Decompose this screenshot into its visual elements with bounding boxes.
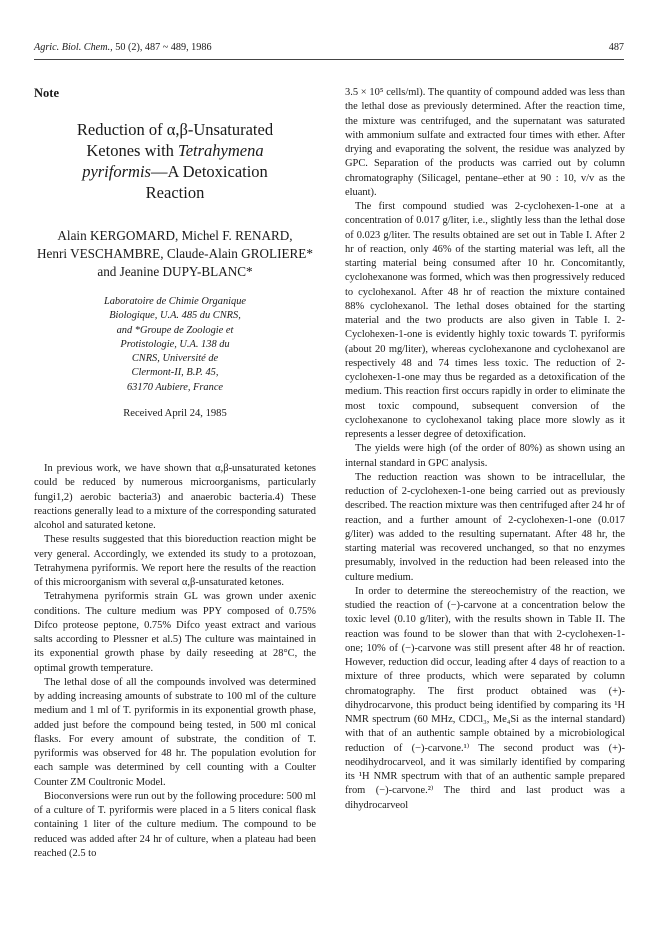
page-number: 487 <box>608 42 624 53</box>
affiliation-line: Biologique, U.A. 485 du CNRS, <box>109 310 241 322</box>
paragraph: In previous work, we have shown that α,β-unsaturated ketones could be reduced by numerous microorganisms, particularly fungi1,2) aerobic bacteria3) and anaerobic bacteria.4) These reactions generally lead to a mixture of the corresponding saturated alcohol and saturated ketone. <box>34 463 316 531</box>
affiliation-line: Clermont-II, B.P. 45, <box>131 367 219 379</box>
affiliation-line: Protistologie, U.A. 138 du <box>120 338 230 350</box>
right-column <box>345 86 625 813</box>
paragraph: The lethal dose of all the compounds involved was determined by adding increasing amounts of substrate to 100 ml of the culture medium and 1 ml of T. pyriformis in its exponential growth phase, added just before the compound being tested, in 500 ml conical flasks. For every amount of substrate, the condition of T. pyriformis was observed for 48 hr. The population evolution for each sample was determined by cell counting with a Coulter Counter ZM Coultronic Model. <box>34 676 316 788</box>
journal-citation <box>34 42 212 53</box>
article-title <box>44 119 306 203</box>
paragraph: These results suggested that this bioreduction reaction might be very general. Accordingly, we extended its study to a protozoan, Tetrahymena pyriformis. We report here the results of the reaction of this microorganism with several α,β-unsaturated ketones. <box>34 534 316 588</box>
title-line: Reaction <box>145 183 205 202</box>
paragraph: The yields were high (of the order of 80%) as shown using an internal standard in GPC analysis. <box>345 443 625 469</box>
affiliation-line: and *Groupe de Zoologie et <box>116 324 234 336</box>
author-list <box>34 227 316 281</box>
running-header <box>34 42 624 58</box>
left-column <box>34 86 316 859</box>
paragraph: Tetrahymena pyriformis strain GL was grown under axenic conditions. The culture medium was PPY composed of 0.75% Difco proteose peptone, 0.75% Difco yeast extract and various salts according to Plessner et al.5) The culture was maintained in its exponential growth phase by daily reseeding at 28°C, the optimal growth temperature. <box>34 591 316 674</box>
paragraph: 3.5 × 10⁵ cells/ml). The quantity of compound added was less than the lethal dose as previously determined. After the reaction time, the mixture was centrifuged, and the supernatant was saturated with ammonium sulfate and extracted four times with ether. After drying and evaporating the solvent, the residue was analyzed by GPC. Separation of the products was carried out by column chromatography (Silicagel, pentane–ether at 90 : 10, v/v as the eluant). <box>345 87 625 198</box>
paragraph: The reduction reaction was shown to be intracellular, the reduction of 2-cyclohexen-1-one being carried out as previously described. The reaction mixture was then centrifuged after 24 hr of reaction, and a further amount of 2-cyclohexen-1-one (0.017 g/liter) was added to the resulting supernatant. After 48 hr, the starting material was recovered unchanged, so that no enzymes presumably, involved in the reduction had been released into the culture medium. <box>345 471 625 583</box>
affiliation-line: 63170 Aubiere, France <box>126 381 224 393</box>
author-line: and Jeanine DUPY-BLANC* <box>97 264 253 279</box>
left-body-text <box>34 462 316 861</box>
affiliation-line: Laboratoire de Chimie Organique <box>103 296 247 307</box>
received-date: Received April 24, 1985 <box>123 408 227 420</box>
affiliation <box>34 295 316 395</box>
article-type-label: Note <box>34 86 59 100</box>
author-line: Alain KERGOMARD, Michel F. RENARD, <box>57 228 293 243</box>
paragraph: Bioconversions were run out by the following procedure: 500 ml of a culture of T. pyriformis were placed in a 5 liters conical flask containing 1 liter of the culture medium. The compound to be reduced was added after 24 hr of culture, when a plateau had been reached (2.5 to <box>34 790 316 859</box>
header-rule <box>34 59 624 60</box>
title-line: Reduction of α,β-Unsaturated <box>76 120 274 139</box>
title-line: pyriformis—A Detoxication <box>82 162 268 181</box>
affiliation-line: CNRS, Université de <box>131 353 219 365</box>
title-line: Ketones with Tetrahymena <box>86 141 264 160</box>
paragraph: The first compound studied was 2-cyclohexen-1-one at a concentration of 0.017 g/liter, i.e., slightly less than the lethal dose of 0.023 g/liter. The results obtained are set out in Table I. After 2 hr of reaction, only 46% of the starting material was left, all the starting material being consumed after 10 hr. Concomitantly, cyclohexanone was formed, which was then progressively reduced to cyclohexanol. After 48 hr of reaction the mixture contained 88% cyclohexanol. The lethal doses obtained for the starting material and the two products are also given in Table I. 2-Cyclohexen-1-one is evidently highly toxic towards T. pyriformis (about 20 mg/liter), whereas cyclohexanone and cyclohexanol are respectively 48 and 74 times less toxic. The reduction of 2-cyclohexen-1-one may thus be regarded as a detoxification of the medium. This reaction first occurs rapidly in order to eliminate the most toxic compound, subsequent conversion of the cyclohexanone to cyclohexanol taking place more slowly as it represents a lesser degree of detoxification. <box>345 201 625 440</box>
volume-issue-pages: 50 (2), 487 ~ 489, 1986 <box>115 42 212 53</box>
journal-name: Agric. Biol. Chem., <box>34 42 113 53</box>
paragraph: In order to determine the stereochemistry of the reaction, we studied the reaction of (−)-carvone at a concentration below the toxic level (0.10 g/liter), with the results shown in Table II. The reaction was found to be slower than that with 2-cyclohexen-1-one; 10% of (−)-carvone was still present after 48 hr of reaction. However, reduction did occur, leading after 4 days of reaction to a mixture of three products, which were separated by column chromatography. The first product obtained was (+)-dihydrocarvone, this product being identified by comparing its ¹H NMR spectrum (60 MHz, CDCl₃, Me₄Si as the internal standard) with that of an authentic sample obtained by a microbiological reduction of (−)-carvone.¹⁾ The second product was (+)-neodihydrocarveol, and it was similarly identified by comparing its ¹H NMR spectrum with that of an authentic sample prepared from (−)-carvone.²⁾ The third and last product was a dihydrocarveol <box>345 585 625 811</box>
author-line: Henri VESCHAMBRE, Claude-Alain GROLIERE* <box>37 246 313 261</box>
